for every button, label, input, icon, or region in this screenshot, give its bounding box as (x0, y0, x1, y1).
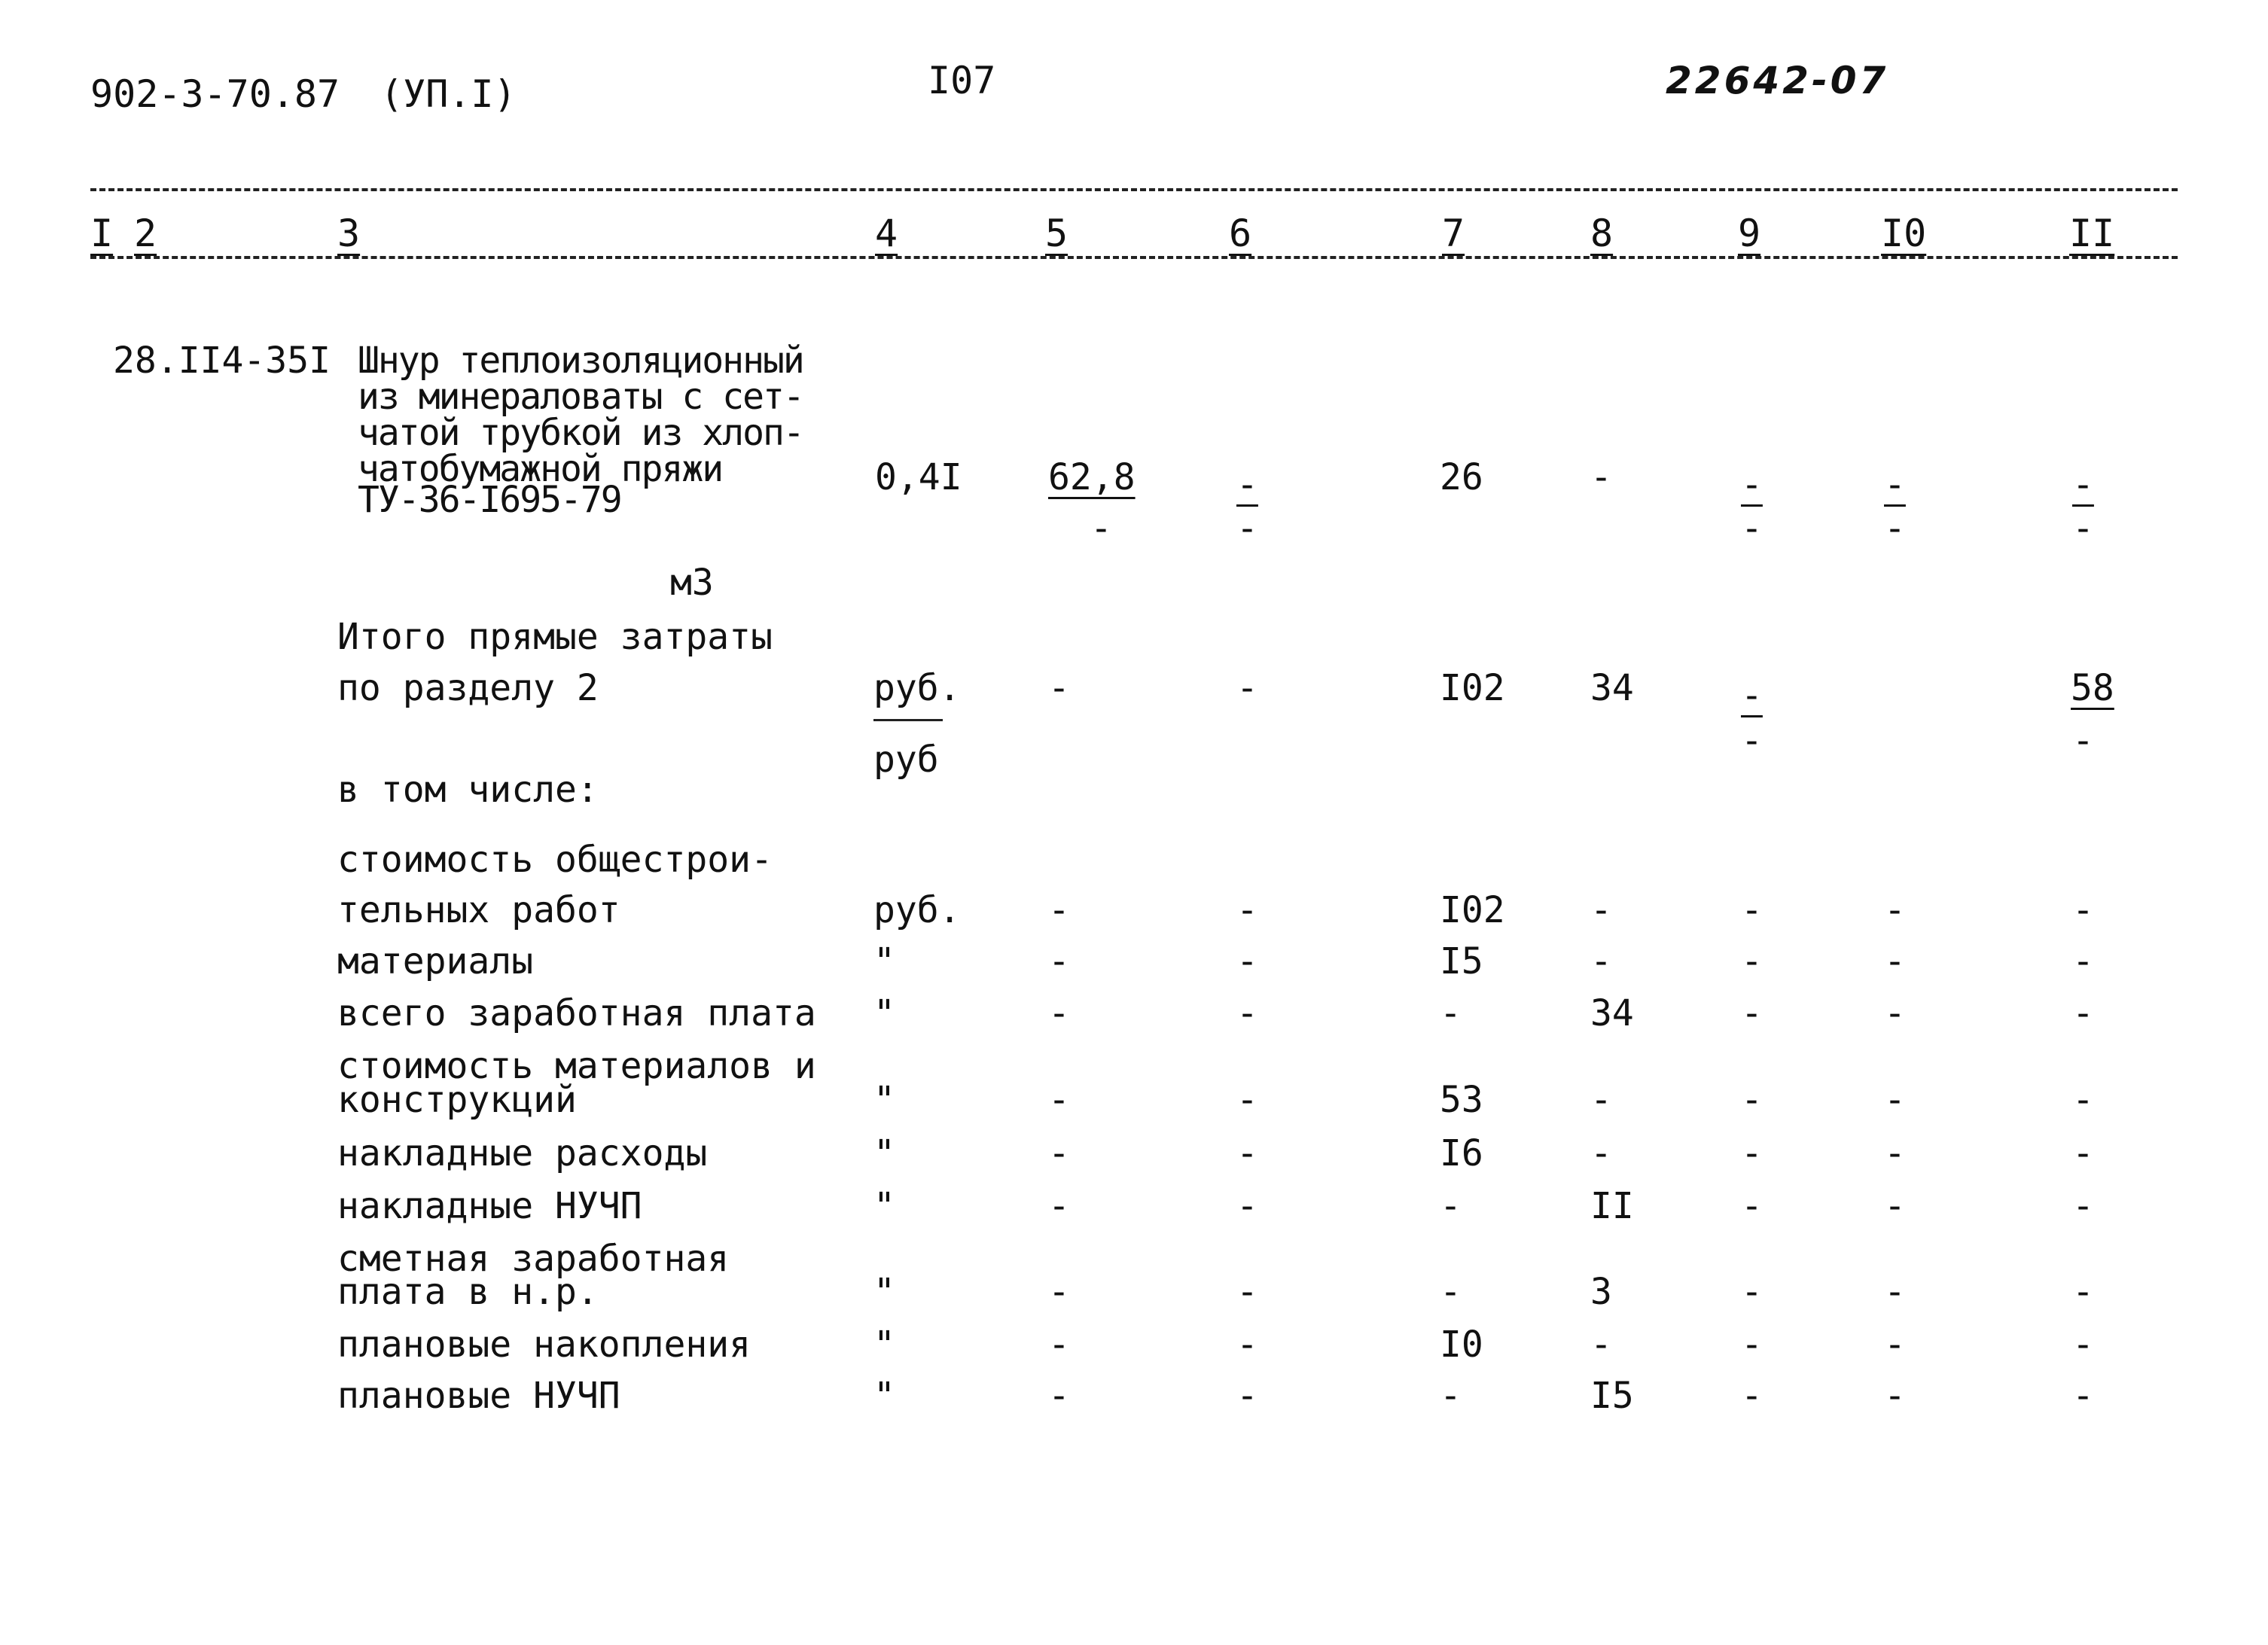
total-col7: I02 (1440, 667, 1505, 709)
total-label-line1: Итого прямые затраты (337, 616, 773, 658)
breakdown-col7: - (1440, 992, 1462, 1034)
breakdown-col10: - (1884, 1132, 1906, 1174)
item-col11-sub: - (2072, 507, 2094, 550)
breakdown-col11: - (2072, 1079, 2094, 1121)
breakdown-col9: - (1741, 1132, 1763, 1174)
document-code: 902-3-70.87 (90, 72, 340, 116)
breakdown-unit: " (873, 1324, 895, 1366)
breakdown-label-line2: тельных работ (337, 889, 620, 931)
item-desc-line: чатобумажной пряжи (358, 448, 723, 490)
item-desc-line: из минераловаты с сет- (358, 376, 803, 418)
breakdown-col5: - (1048, 889, 1070, 931)
total-col9-sub: - (1741, 720, 1763, 762)
column-header-7: 7 (1442, 212, 1465, 255)
breakdown-label-line1: материалы (337, 940, 534, 982)
item-col9-value: - (1741, 464, 1763, 506)
breakdown-col9: - (1741, 992, 1763, 1034)
breakdown-unit: " (873, 940, 895, 982)
column-header-10: I0 (1881, 212, 1927, 255)
breakdown-label-line1: сметная заработная (337, 1238, 730, 1280)
breakdown-col9: - (1741, 1324, 1763, 1366)
breakdown-label-line1: стоимость общестрои- (337, 839, 773, 881)
breakdown-col10: - (1884, 992, 1906, 1034)
breakdown-col5: - (1048, 1375, 1070, 1417)
column-header-1: I (90, 212, 114, 255)
item-col5-sub: - (1090, 507, 1112, 550)
breakdown-col8: - (1590, 1324, 1612, 1366)
breakdown-col6: - (1236, 1324, 1258, 1366)
breakdown-label-line1: накладные расходы (337, 1132, 708, 1174)
item-desc-line: чатой трубкой из хлоп- (358, 412, 803, 454)
column-header-3: 3 (337, 212, 361, 255)
total-col6: - (1236, 667, 1258, 709)
total-unit-bottom: руб (873, 739, 939, 781)
breakdown-col6: - (1236, 1271, 1258, 1313)
breakdown-col6: - (1236, 1132, 1258, 1174)
breakdown-col10: - (1884, 1271, 1906, 1313)
breakdown-col8: - (1590, 889, 1612, 931)
breakdown-col6: - (1236, 889, 1258, 931)
breakdown-col8: - (1590, 1079, 1612, 1121)
breakdown-label-line1: плановые НУЧП (337, 1375, 620, 1417)
item-col6-sub: - (1236, 507, 1258, 550)
column-header-11: II (2069, 212, 2115, 255)
breakdown-col5: - (1048, 1324, 1070, 1366)
breakdown-col8: 34 (1590, 992, 1634, 1034)
breakdown-col6: - (1236, 1079, 1258, 1121)
breakdown-unit: " (873, 1271, 895, 1313)
breakdown-col7: I0 (1440, 1324, 1483, 1366)
breakdown-col9: - (1741, 1375, 1763, 1417)
breakdown-col7: I02 (1440, 889, 1505, 931)
breakdown-unit: " (873, 1375, 895, 1417)
album-label: (УП.I) (380, 72, 517, 116)
column-header-9: 9 (1738, 212, 1761, 255)
item-col7-value: 26 (1440, 456, 1483, 498)
column-header-2: 2 (134, 212, 157, 255)
breakdown-col11: - (2072, 940, 2094, 982)
breakdown-unit: руб. (873, 889, 961, 931)
breakdown-col5: - (1048, 1271, 1070, 1313)
breakdown-label-line1: всего заработная плата (337, 992, 816, 1034)
item-unit: м3 (670, 562, 714, 604)
breakdown-label-line2: конструкций (337, 1079, 577, 1121)
total-label-line2: по разделу 2 (337, 667, 599, 709)
item-col5-value: 62,8 (1048, 456, 1136, 498)
item-col11-value: - (2072, 464, 2094, 506)
item-col9-sub: - (1741, 507, 1763, 550)
item-quantity: 0,4I (875, 456, 962, 498)
breakdown-col5: - (1048, 1079, 1070, 1121)
breakdown-col11: - (2072, 1324, 2094, 1366)
total-col11-sub: - (2072, 720, 2094, 762)
breakdown-col5: - (1048, 1132, 1070, 1174)
total-unit-fraction-line (873, 719, 943, 721)
total-col5: - (1048, 667, 1070, 709)
archive-stamp-number: 22642-07 (1666, 59, 1889, 102)
breakdown-col9: - (1741, 1185, 1763, 1227)
breakdown-unit: " (873, 1132, 895, 1174)
breakdown-col9: - (1741, 1271, 1763, 1313)
item-col10-sub: - (1884, 507, 1906, 550)
column-header-5: 5 (1045, 212, 1068, 255)
breakdown-col7: 53 (1440, 1079, 1483, 1121)
breakdown-col5: - (1048, 940, 1070, 982)
breakdown-col7: - (1440, 1271, 1462, 1313)
breakdown-col6: - (1236, 1375, 1258, 1417)
breakdown-col8: - (1590, 940, 1612, 982)
breakdown-col10: - (1884, 1079, 1906, 1121)
item-col10-value: - (1884, 464, 1906, 506)
breakdown-col8: II (1590, 1185, 1634, 1227)
item-desc-line: ТУ-36-I695-79 (358, 479, 621, 521)
item-col6-value: - (1236, 464, 1258, 506)
column-header-4: 4 (875, 212, 898, 255)
breakdown-unit: " (873, 1185, 895, 1227)
item-col8-value: - (1590, 456, 1612, 498)
breakdown-col5: - (1048, 992, 1070, 1034)
breakdown-label-line2: плата в н.р. (337, 1271, 599, 1313)
item-code: 28.II4-35I (113, 340, 331, 382)
breakdown-col8: - (1590, 1132, 1612, 1174)
breakdown-col7: - (1440, 1185, 1462, 1227)
breakdown-col7: - (1440, 1375, 1462, 1417)
breakdown-col11: - (2072, 992, 2094, 1034)
total-col9: - (1741, 675, 1763, 717)
breakdown-col7: I5 (1440, 940, 1483, 982)
including-label: в том числе: (337, 769, 599, 811)
total-col8: 34 (1590, 667, 1634, 709)
breakdown-label-line1: стоимость материалов и (337, 1045, 816, 1087)
breakdown-col11: - (2072, 1271, 2094, 1313)
total-unit-top: руб. (873, 667, 961, 709)
breakdown-col9: - (1741, 889, 1763, 931)
breakdown-col6: - (1236, 1185, 1258, 1227)
total-col11: 58 (2071, 667, 2114, 709)
item-desc-line: Шнур теплоизоляционный (358, 340, 803, 382)
page-number: I07 (928, 59, 996, 102)
breakdown-col7: I6 (1440, 1132, 1483, 1174)
breakdown-col11: - (2072, 1375, 2094, 1417)
breakdown-col10: - (1884, 1185, 1906, 1227)
breakdown-col6: - (1236, 992, 1258, 1034)
breakdown-label-line1: плановые накопления (337, 1324, 751, 1366)
breakdown-col9: - (1741, 940, 1763, 982)
breakdown-col11: - (2072, 889, 2094, 931)
header-top-rule (90, 188, 2178, 191)
column-header-8: 8 (1590, 212, 1614, 255)
breakdown-col6: - (1236, 940, 1258, 982)
breakdown-col10: - (1884, 1324, 1906, 1366)
column-header-6: 6 (1229, 212, 1252, 255)
breakdown-unit: " (873, 1079, 895, 1121)
breakdown-col8: 3 (1590, 1271, 1612, 1313)
breakdown-col9: - (1741, 1079, 1763, 1121)
breakdown-col10: - (1884, 1375, 1906, 1417)
breakdown-unit: " (873, 992, 895, 1034)
breakdown-col5: - (1048, 1185, 1070, 1227)
breakdown-col8: I5 (1590, 1375, 1634, 1417)
breakdown-label-line1: накладные НУЧП (337, 1185, 642, 1227)
breakdown-col10: - (1884, 889, 1906, 931)
breakdown-col11: - (2072, 1185, 2094, 1227)
header-bottom-rule (90, 256, 2178, 259)
breakdown-col10: - (1884, 940, 1906, 982)
breakdown-col11: - (2072, 1132, 2094, 1174)
